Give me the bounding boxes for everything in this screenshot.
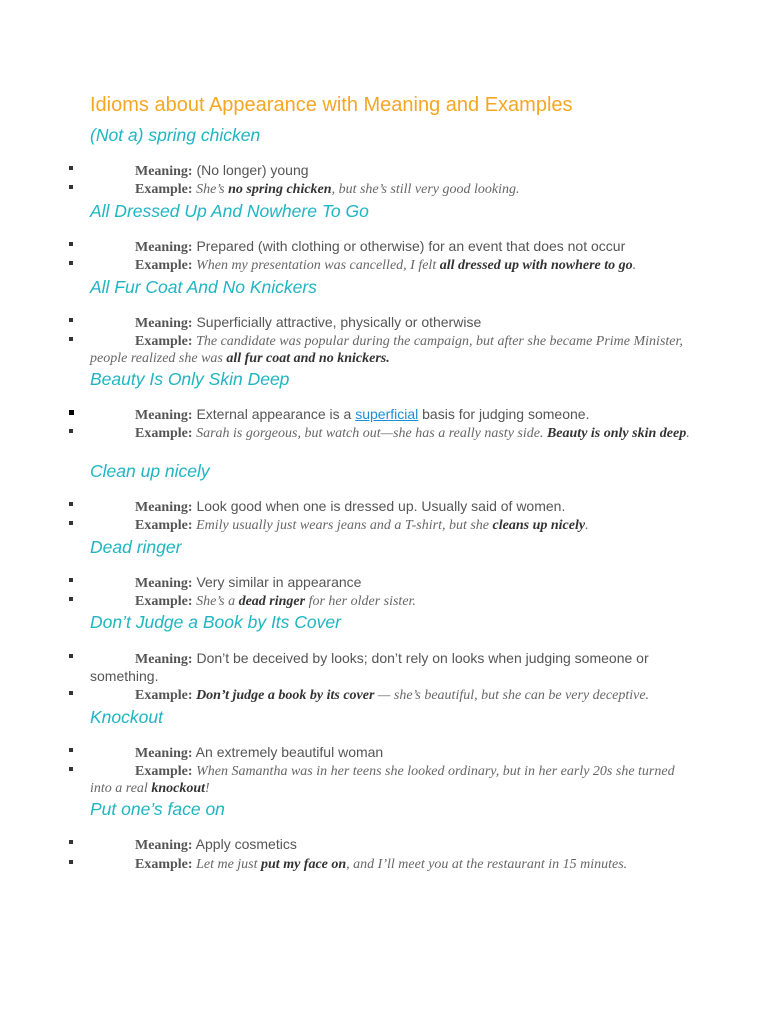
example-label: Example bbox=[135, 518, 188, 533]
meaning-label: Meaning bbox=[135, 408, 188, 423]
example-item: Example: When Samantha was in her teens she looked ordinary, but in her early 20s she turned into a real knockout! bbox=[90, 763, 690, 797]
example-label: Example bbox=[135, 258, 188, 273]
example-item: Example: Sarah is gorgeous, but watch out—she has a really nasty side. Beauty is only skin deep. bbox=[90, 425, 690, 442]
bullet-icon bbox=[69, 318, 73, 322]
superficial-link[interactable]: superficial bbox=[355, 406, 419, 422]
bullet-icon bbox=[69, 597, 73, 601]
meaning-label: Meaning bbox=[135, 316, 188, 331]
example-item: Example: When my presentation was cancelled, I felt all dressed up with nowhere to go. bbox=[90, 257, 690, 274]
bullet-icon bbox=[69, 860, 73, 864]
meaning-item: Meaning: Apply cosmetics bbox=[90, 836, 690, 854]
bullet-icon bbox=[69, 654, 73, 658]
bullet-icon bbox=[69, 502, 73, 506]
meaning-label: Meaning bbox=[135, 576, 188, 591]
meaning-item: Meaning: Don’t be deceived by looks; don’t rely on looks when judging someone or something. bbox=[90, 650, 690, 686]
example-text: When Samantha was in her teens she looked ordinary, but in her early 20s she turned into a real bbox=[90, 764, 675, 796]
example-text: She’s a bbox=[192, 594, 239, 609]
meaning-item: Meaning: Prepared (with clothing or otherwise) for an event that does not occur bbox=[90, 238, 690, 256]
example-idiom: Beauty is only skin deep bbox=[546, 426, 687, 441]
meaning-text: External appearance is a bbox=[192, 406, 356, 422]
example-text: She’s bbox=[192, 182, 229, 197]
bullet-icon bbox=[69, 242, 73, 246]
example-item: Example: Let me just put my face on, and I’ll meet you at the restaurant in 15 minutes. bbox=[90, 856, 690, 873]
example-idiom: put my face on bbox=[261, 857, 347, 872]
meaning-text: Apply cosmetics bbox=[192, 836, 297, 852]
example-label: Example bbox=[135, 688, 188, 703]
bullet-icon bbox=[69, 166, 73, 170]
meaning-text: Superficially attractive, physically or otherwise bbox=[192, 314, 482, 330]
example-text: The candidate was popular during the campaign, but after she became Prime Minister, people realized she was bbox=[90, 334, 683, 366]
example-item: Example: She’s no spring chicken, but she’s still very good looking. bbox=[90, 181, 690, 198]
idiom-heading: Beauty Is Only Skin Deep bbox=[90, 369, 290, 389]
bullet-icon bbox=[69, 410, 74, 415]
example-item: Example: The candidate was popular during the campaign, but after she became Prime Minister, people realized she was all fur coat and no knickers. bbox=[90, 333, 690, 367]
example-text: , and I’ll meet you at the restaurant in 15 minutes. bbox=[346, 857, 628, 872]
meaning-text: (No longer) young bbox=[192, 162, 309, 178]
idiom-heading: Dead ringer bbox=[90, 537, 182, 557]
page-title: Idioms about Appearance with Meaning and Examples bbox=[90, 94, 573, 116]
idiom-heading: Knockout bbox=[90, 707, 163, 727]
example-idiom: knockout bbox=[151, 781, 205, 796]
meaning-text: basis for judging someone. bbox=[418, 406, 590, 422]
example-text: for her older sister. bbox=[305, 594, 416, 609]
bullet-icon bbox=[69, 840, 73, 844]
example-text: . bbox=[686, 426, 690, 441]
meaning-item: Meaning: External appearance is a superficial basis for judging someone. bbox=[90, 406, 690, 424]
bullet-icon bbox=[69, 578, 73, 582]
bullet-icon bbox=[69, 337, 73, 341]
meaning-text: Prepared (with clothing or otherwise) for an event that does not occur bbox=[192, 238, 626, 254]
example-idiom: dead ringer bbox=[238, 594, 306, 609]
meaning-item: Meaning: (No longer) young bbox=[90, 162, 690, 180]
example-idiom: all dressed up with nowhere to go bbox=[439, 258, 633, 273]
example-text: Sarah is gorgeous, but watch out—she has a really nasty side. bbox=[192, 426, 547, 441]
example-text: Emily usually just wears jeans and a T-shirt, but she bbox=[192, 518, 493, 533]
example-text: — she’s beautiful, but she can be very deceptive. bbox=[374, 688, 650, 703]
meaning-item: Meaning: Superficially attractive, physically or otherwise bbox=[90, 314, 690, 332]
meaning-label: Meaning bbox=[135, 240, 188, 255]
bullet-icon bbox=[69, 261, 73, 265]
example-idiom: cleans up nicely bbox=[492, 518, 586, 533]
example-text: ! bbox=[205, 781, 210, 796]
example-label: Example bbox=[135, 426, 188, 441]
meaning-label: Meaning bbox=[135, 746, 188, 761]
example-text: When my presentation was cancelled, I felt bbox=[192, 258, 440, 273]
example-idiom: Don’t judge a book by its cover bbox=[196, 688, 375, 703]
idiom-heading: (Not a) spring chicken bbox=[90, 125, 261, 145]
idiom-heading: Clean up nicely bbox=[90, 461, 210, 481]
example-text: Let me just bbox=[192, 857, 262, 872]
meaning-item: Meaning: Very similar in appearance bbox=[90, 574, 690, 592]
example-idiom: all fur coat and no knickers. bbox=[226, 351, 390, 366]
meaning-label: Meaning bbox=[135, 652, 188, 667]
meaning-item: Meaning: Look good when one is dressed up. Usually said of women. bbox=[90, 498, 690, 516]
meaning-text: Don’t be deceived by looks; don’t rely on looks when judging someone or something. bbox=[90, 650, 649, 684]
example-idiom: no spring chicken bbox=[228, 182, 332, 197]
bullet-icon bbox=[69, 185, 73, 189]
example-label: Example bbox=[135, 334, 188, 349]
example-text: , but she’s still very good looking. bbox=[331, 182, 520, 197]
example-label: Example bbox=[135, 857, 188, 872]
example-label: Example bbox=[135, 594, 188, 609]
example-text: . bbox=[585, 518, 589, 533]
example-item: Example: Emily usually just wears jeans and a T-shirt, but she cleans up nicely. bbox=[90, 517, 690, 534]
meaning-label: Meaning bbox=[135, 838, 188, 853]
example-label: Example bbox=[135, 764, 188, 779]
idiom-heading: Don’t Judge a Book by Its Cover bbox=[90, 612, 341, 632]
bullet-icon bbox=[69, 767, 73, 771]
example-text: . bbox=[632, 258, 637, 273]
meaning-text: Look good when one is dressed up. Usually said of women. bbox=[192, 498, 566, 514]
bullet-icon bbox=[69, 521, 73, 525]
example-item: Example: Don’t judge a book by its cover — she’s beautiful, but she can be very deceptive. bbox=[90, 687, 690, 704]
meaning-label: Meaning bbox=[135, 500, 188, 515]
bullet-icon bbox=[69, 748, 73, 752]
meaning-text: Very similar in appearance bbox=[192, 574, 362, 590]
meaning-text: An extremely beautiful woman bbox=[192, 744, 384, 760]
idiom-heading: All Dressed Up And Nowhere To Go bbox=[90, 201, 369, 221]
idiom-heading: Put one’s face on bbox=[90, 799, 225, 819]
idiom-heading: All Fur Coat And No Knickers bbox=[90, 277, 317, 297]
meaning-item: Meaning: An extremely beautiful woman bbox=[90, 744, 690, 762]
meaning-label: Meaning bbox=[135, 164, 188, 179]
example-item: Example: She’s a dead ringer for her older sister. bbox=[90, 593, 690, 610]
bullet-icon bbox=[69, 691, 73, 695]
bullet-icon bbox=[69, 429, 73, 433]
example-label: Example bbox=[135, 182, 188, 197]
